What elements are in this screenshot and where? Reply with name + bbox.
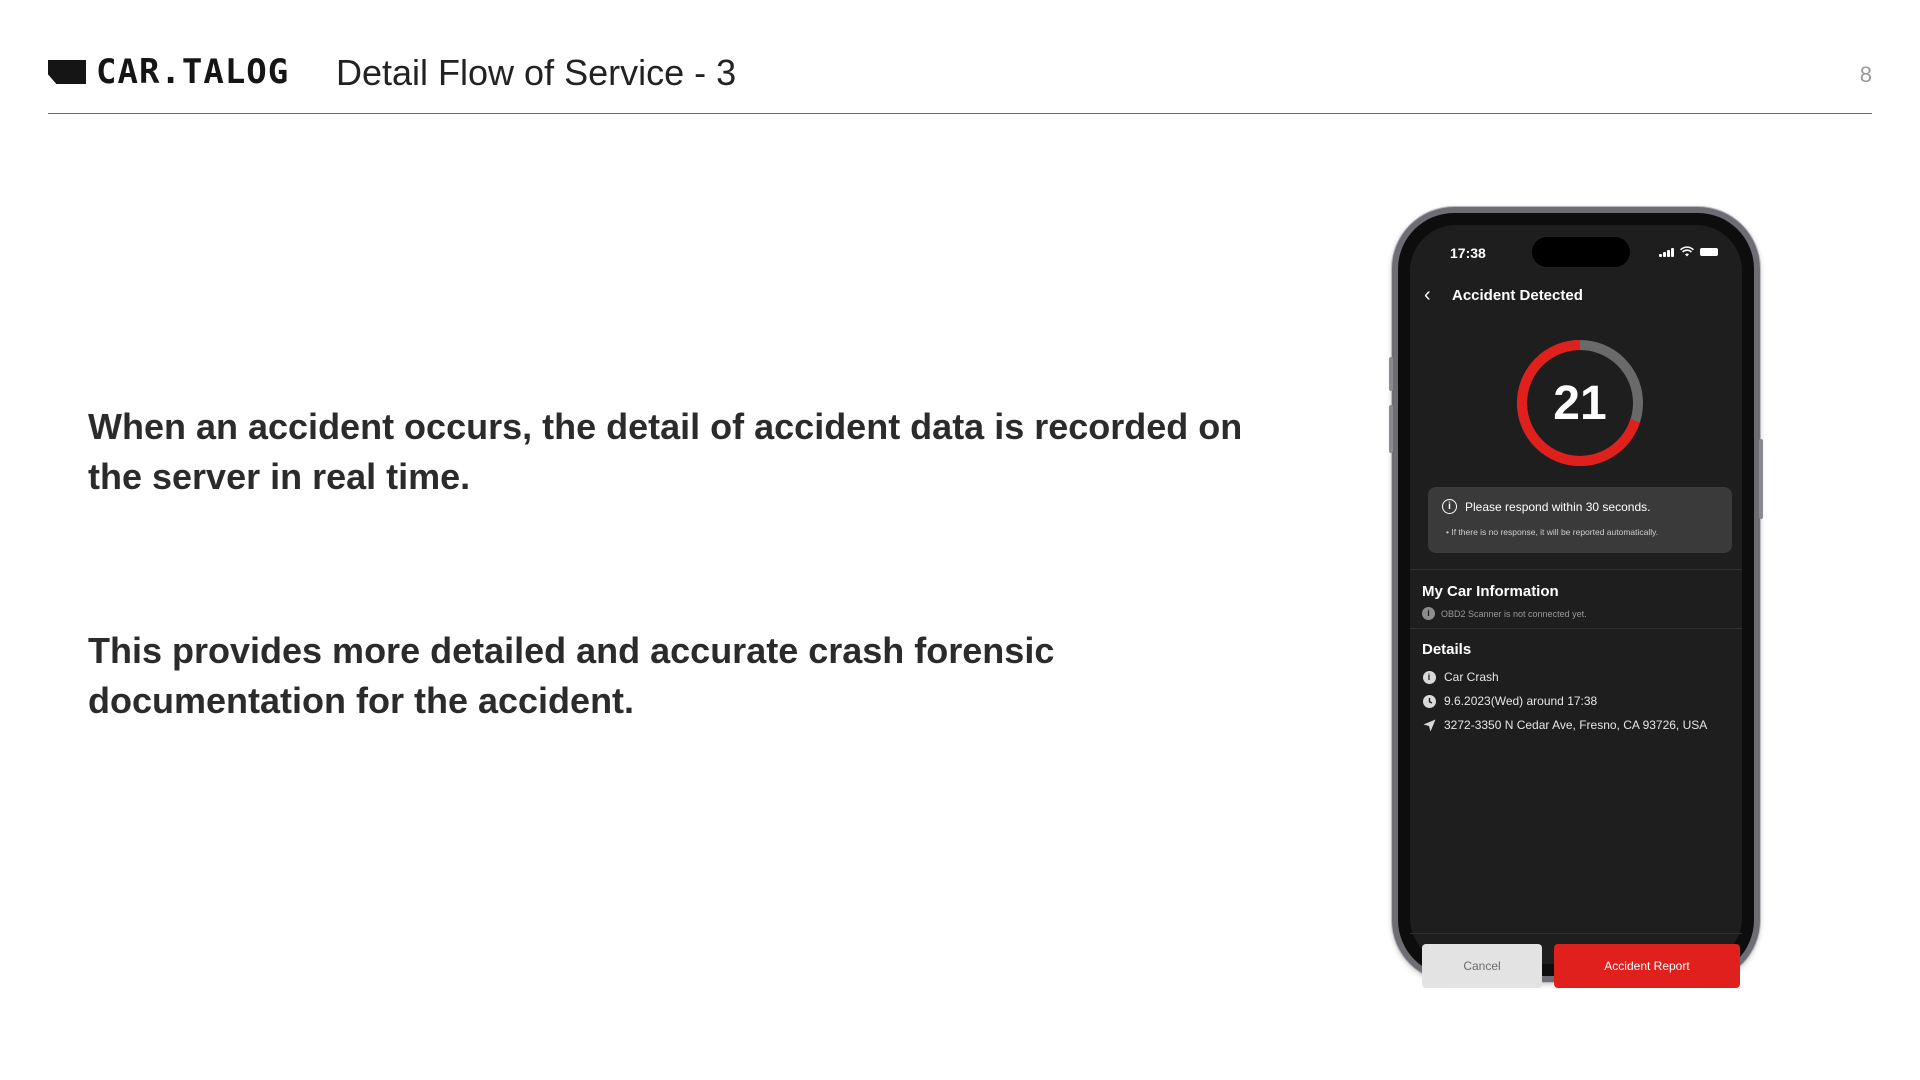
cartalog-logo <box>48 52 290 92</box>
section-divider <box>1410 628 1742 629</box>
alert-title: Please respond within 30 seconds. <box>1465 499 1651 514</box>
alert-title-row <box>1442 499 1650 514</box>
info-icon: i <box>1442 499 1457 514</box>
detail-time: 9.6.2023(Wed) around 17:38 <box>1444 694 1598 708</box>
battery-icon <box>1700 248 1718 256</box>
respond-alert-box <box>1428 487 1732 553</box>
detail-type: Car Crash <box>1444 670 1499 684</box>
status-time: 17:38 <box>1450 245 1486 261</box>
home-indicator <box>1526 995 1636 999</box>
clock-icon <box>1422 694 1436 708</box>
phone-mockup <box>1392 207 1760 982</box>
page-number: 8 <box>1859 62 1872 87</box>
phone-bezel <box>1398 213 1754 976</box>
footer-divider <box>1410 933 1742 934</box>
phone-power-button <box>1759 439 1763 519</box>
paragraph-forensic-documentation: This provides more detailed and accurate crash forensic documentation for the accident. <box>88 630 1055 721</box>
info-filled-icon: i <box>1422 670 1436 684</box>
info-filled-icon: i <box>1422 607 1435 620</box>
page-title: Detail Flow of Service - 3 <box>336 52 737 93</box>
status-icons <box>1659 247 1718 257</box>
logo-mark-icon <box>48 60 86 84</box>
detail-type-row <box>1422 670 1499 684</box>
countdown-timer <box>1514 337 1646 469</box>
countdown-number: 21 <box>1553 376 1607 430</box>
dynamic-island <box>1532 237 1630 267</box>
phone-volume-down <box>1389 405 1393 453</box>
accident-report-button[interactable]: Accident Report <box>1554 944 1740 988</box>
paragraph-realtime-recording: When an accident occurs, the detail of accident data is recorded on the server in real time. <box>88 406 1243 497</box>
phone-screen <box>1410 225 1742 973</box>
wifi-icon <box>1680 247 1694 257</box>
phone-volume-up <box>1389 357 1393 391</box>
detail-time-row <box>1422 694 1597 708</box>
section-divider <box>1410 569 1742 570</box>
logo-wordmark: CAR.TALOG <box>96 52 290 92</box>
obd2-status-text: OBD2 Scanner is not connected yet. <box>1441 608 1587 619</box>
back-chevron-icon[interactable]: ‹ <box>1424 284 1431 306</box>
nav-title: Accident Detected <box>1452 286 1583 304</box>
cancel-button[interactable]: Cancel <box>1422 944 1542 988</box>
detail-location: 3272-3350 N Cedar Ave, Fresno, CA 93726, USA <box>1444 718 1708 732</box>
slide-header <box>48 50 1872 100</box>
nav-bar <box>1424 283 1728 307</box>
signal-icon <box>1659 247 1674 257</box>
detail-location-row <box>1422 718 1707 732</box>
details-title: Details <box>1422 641 1472 658</box>
car-info-title: My Car Information <box>1422 583 1559 600</box>
car-info-note <box>1422 607 1587 620</box>
header-divider <box>48 113 1872 114</box>
alert-subtext: • If there is no response, it will be reported automatically. <box>1446 527 1659 537</box>
location-arrow-icon <box>1422 718 1436 732</box>
